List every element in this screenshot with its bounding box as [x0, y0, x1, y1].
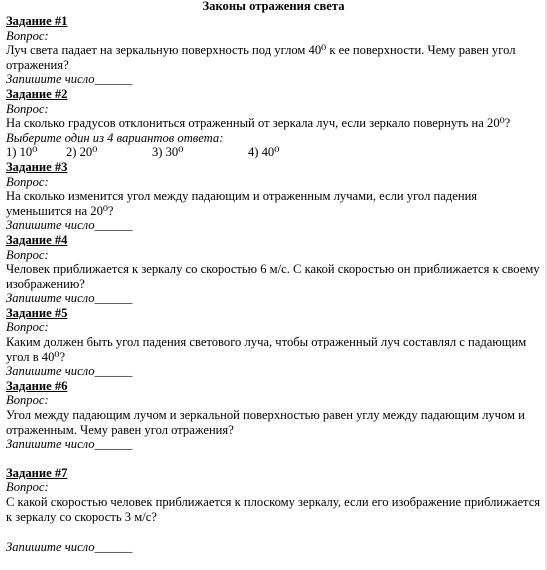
answer-prompt: Запишите число______: [6, 291, 133, 306]
question-text: Луч света падает на зеркальную поверхность под углом 40⁰ к ее поверхности. Чему равен угол отражения?: [6, 43, 516, 72]
task-6: [6, 379, 541, 452]
answer-prompt: Запишите число______: [6, 72, 133, 87]
answer-option[interactable]: 2) 20⁰: [66, 145, 98, 160]
spacer: [6, 524, 541, 540]
question-label: Вопрос:: [6, 480, 49, 495]
question-label: Вопрос:: [6, 393, 49, 408]
answer-prompt: Запишите число______: [6, 437, 133, 452]
answer-prompt: Запишите число______: [6, 364, 133, 379]
task-header: Задание #1: [6, 14, 68, 28]
answer-option[interactable]: 1) 10⁰: [6, 145, 38, 160]
question-text: Угол между падающим лучом и зеркальной поверхностью равен углу между падающим лучом и отраженным. Чему равен угол отражения?: [6, 408, 525, 437]
task-3: [6, 160, 541, 233]
task-header: Задание #6: [6, 378, 68, 393]
question-label: Вопрос:: [6, 28, 49, 43]
choice-prompt: Выберите один из 4 вариантов ответа:: [6, 130, 224, 145]
page-title: Законы отражения света: [202, 0, 345, 13]
question-label: Вопрос:: [6, 101, 49, 116]
answer-prompt: Запишите число______: [6, 218, 133, 233]
answer-prompt: Запишите число______: [6, 540, 133, 555]
task-header: Задание #7: [6, 465, 68, 480]
answer-option[interactable]: 4) 40⁰: [248, 145, 280, 160]
question-text: Каким должен быть угол падения светового луча, чтобы отраженный луч составлял с падающим угол в 40⁰?: [6, 335, 527, 364]
spacer: [6, 452, 541, 466]
task-1: [6, 14, 541, 87]
question-label: Вопрос:: [6, 320, 49, 335]
question-label: Вопрос:: [6, 247, 49, 262]
task-5: [6, 306, 541, 379]
task-4: [6, 233, 541, 306]
answer-option[interactable]: 3) 30⁰: [152, 145, 184, 160]
task-7: [6, 466, 541, 555]
question-text: На сколько градусов отклониться отраженный от зеркала луч, если зеркало повернуть на 20⁰?: [6, 116, 511, 131]
task-2: [6, 87, 541, 160]
question-text: С какой скоростью человек приближается к плоскому зеркалу, если его изображение приближается к зеркалу со скорость 3 м/с?: [6, 495, 541, 524]
document-page: [6, 0, 541, 555]
question-label: Вопрос:: [6, 174, 49, 189]
answer-options: [6, 145, 541, 160]
task-header: Задание #5: [6, 305, 68, 320]
task-header: Задание #4: [6, 232, 68, 247]
task-header: Задание #3: [6, 159, 68, 174]
question-text: Человек приближается к зеркалу со скоростью 6 м/с. С какой скоростью он приближается к своему изображению?: [6, 262, 540, 291]
task-header: Задание #2: [6, 86, 68, 101]
question-text: На сколько изменится угол между падающим и отраженным лучами, если угол падения уменьшится на 20⁰?: [6, 189, 478, 218]
